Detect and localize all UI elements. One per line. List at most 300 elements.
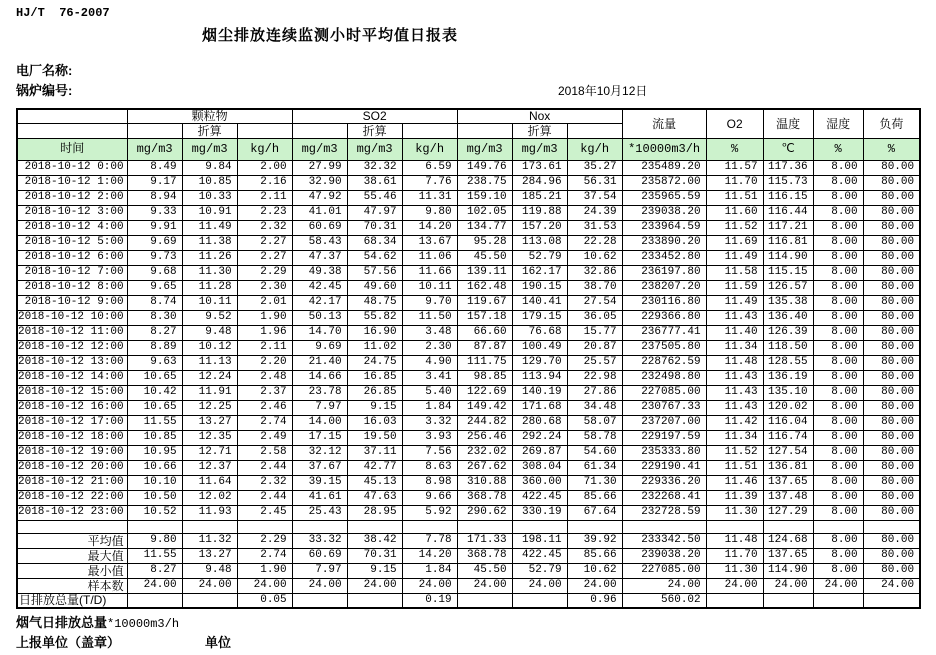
value-cell	[813, 593, 863, 608]
value-cell: 232268.41	[622, 490, 706, 505]
value-cell: 1.84	[402, 563, 457, 578]
table-row	[17, 325, 920, 340]
value-cell: 27.86	[567, 385, 622, 400]
value-cell: 11.51	[706, 460, 763, 475]
value-cell: 80.00	[863, 265, 920, 280]
value-cell: 149.76	[457, 160, 512, 175]
value-cell: 117.36	[763, 160, 813, 175]
report-title: 烟尘排放连续监测小时平均值日报表	[201, 27, 458, 44]
value-cell: 57.56	[347, 265, 402, 280]
empty-cell	[706, 520, 763, 533]
value-cell: 122.69	[457, 385, 512, 400]
value-cell: 422.45	[512, 490, 567, 505]
value-cell: 232728.59	[622, 505, 706, 520]
value-cell: 9.15	[347, 400, 402, 415]
value-cell: 39.92	[567, 533, 622, 548]
summary-label: 平均值	[17, 533, 127, 548]
value-cell: 560.02	[622, 593, 706, 608]
value-cell	[457, 593, 512, 608]
value-cell: 111.75	[457, 355, 512, 370]
value-cell: 2.74	[237, 415, 292, 430]
value-cell: 116.81	[763, 235, 813, 250]
value-cell: 136.81	[763, 460, 813, 475]
value-cell: 100.49	[512, 340, 567, 355]
value-cell: 11.60	[706, 205, 763, 220]
value-cell: 47.97	[347, 205, 402, 220]
value-cell: 8.94	[127, 190, 182, 205]
value-cell: 179.15	[512, 310, 567, 325]
table-row	[17, 295, 920, 310]
value-cell: 56.31	[567, 175, 622, 190]
so2-converted-header: 折算	[347, 123, 402, 138]
value-cell: 80.00	[863, 460, 920, 475]
value-cell: 9.69	[127, 235, 182, 250]
value-cell: 45.50	[457, 250, 512, 265]
empty-header-cell	[567, 123, 622, 138]
value-cell: 60.69	[292, 220, 347, 235]
value-cell: 24.00	[292, 578, 347, 593]
particulate-group-header: 颗粒物	[127, 109, 292, 123]
summary-label: 样本数	[17, 578, 127, 593]
value-cell: 11.46	[706, 475, 763, 490]
value-cell: 8.00	[813, 370, 863, 385]
value-cell: 11.34	[706, 430, 763, 445]
value-cell: 14.20	[402, 220, 457, 235]
value-cell: 8.00	[813, 250, 863, 265]
value-cell: 116.04	[763, 415, 813, 430]
corner-cell-top	[17, 109, 127, 123]
summary-row	[17, 593, 920, 608]
value-cell: 10.11	[402, 280, 457, 295]
value-cell: 0.05	[237, 593, 292, 608]
value-cell: 10.65	[127, 370, 182, 385]
value-cell: 70.31	[347, 220, 402, 235]
value-cell: 162.48	[457, 280, 512, 295]
value-cell: 24.00	[457, 578, 512, 593]
value-cell: 3.32	[402, 415, 457, 430]
value-cell: 8.63	[402, 460, 457, 475]
time-cell: 2018-10-12 22:00	[17, 490, 127, 505]
value-cell: 20.87	[567, 340, 622, 355]
value-cell: 11.51	[706, 190, 763, 205]
value-cell: 11.66	[402, 265, 457, 280]
value-cell: 6.59	[402, 160, 457, 175]
nox-group-header: Nox	[457, 109, 622, 123]
unit-label: 单位	[205, 635, 232, 650]
value-cell: 126.39	[763, 325, 813, 340]
value-cell: 115.73	[763, 175, 813, 190]
empty-header-cell	[292, 123, 347, 138]
value-cell: 10.85	[182, 175, 237, 190]
time-cell: 2018-10-12 5:00	[17, 235, 127, 250]
value-cell: 11.48	[706, 533, 763, 548]
value-cell: 42.77	[347, 460, 402, 475]
value-cell: 235872.00	[622, 175, 706, 190]
value-cell: 115.15	[763, 265, 813, 280]
value-cell: 2.46	[237, 400, 292, 415]
time-cell: 2018-10-12 3:00	[17, 205, 127, 220]
value-cell: 136.40	[763, 310, 813, 325]
value-cell: 80.00	[863, 385, 920, 400]
value-cell: 85.66	[567, 490, 622, 505]
value-cell: 80.00	[863, 548, 920, 563]
value-cell: 9.69	[292, 340, 347, 355]
value-cell: 8.00	[813, 430, 863, 445]
value-cell: 8.98	[402, 475, 457, 490]
value-cell: 11.30	[182, 265, 237, 280]
value-cell: 11.02	[347, 340, 402, 355]
time-cell: 2018-10-12 6:00	[17, 250, 127, 265]
value-cell: 8.27	[127, 563, 182, 578]
value-cell: 24.00	[182, 578, 237, 593]
value-cell: 24.00	[347, 578, 402, 593]
value-cell: 114.90	[763, 563, 813, 578]
plant-name-label: 电厂名称:	[16, 63, 73, 78]
value-cell: 11.26	[182, 250, 237, 265]
table-row	[17, 205, 920, 220]
time-cell: 2018-10-12 23:00	[17, 505, 127, 520]
empty-header-cell	[237, 123, 292, 138]
value-cell: 47.92	[292, 190, 347, 205]
value-cell: 233890.20	[622, 235, 706, 250]
empty-cell	[127, 520, 182, 533]
value-cell: 55.82	[347, 310, 402, 325]
value-cell: 0.19	[402, 593, 457, 608]
value-cell: 3.93	[402, 430, 457, 445]
value-cell: 11.50	[402, 310, 457, 325]
value-cell: 58.78	[567, 430, 622, 445]
value-cell: 2.58	[237, 445, 292, 460]
value-cell: 8.00	[813, 265, 863, 280]
table-row	[17, 310, 920, 325]
value-cell: 227085.00	[622, 563, 706, 578]
value-cell: 11.30	[706, 505, 763, 520]
value-cell: 14.00	[292, 415, 347, 430]
time-cell: 2018-10-12 10:00	[17, 310, 127, 325]
spacer-row	[17, 520, 920, 533]
value-cell: 15.77	[567, 325, 622, 340]
value-cell: 24.00	[512, 578, 567, 593]
value-cell: 239038.20	[622, 548, 706, 563]
value-cell: 1.90	[237, 563, 292, 578]
value-cell: 24.00	[567, 578, 622, 593]
value-cell: 8.00	[813, 295, 863, 310]
value-cell: 7.76	[402, 175, 457, 190]
value-cell: 36.05	[567, 310, 622, 325]
table-row	[17, 220, 920, 235]
value-cell: 11.70	[706, 175, 763, 190]
value-cell: 11.93	[182, 505, 237, 520]
value-cell: 80.00	[863, 235, 920, 250]
value-cell: 45.50	[457, 563, 512, 578]
value-cell: 10.62	[567, 250, 622, 265]
unit-cell: mg/m3	[292, 138, 347, 160]
value-cell: 113.08	[512, 235, 567, 250]
value-cell: 32.90	[292, 175, 347, 190]
value-cell: 9.48	[182, 563, 237, 578]
value-cell: 284.96	[512, 175, 567, 190]
value-cell: 229197.59	[622, 430, 706, 445]
value-cell: 25.43	[292, 505, 347, 520]
value-cell: 10.10	[127, 475, 182, 490]
value-cell: 229336.20	[622, 475, 706, 490]
value-cell: 228762.59	[622, 355, 706, 370]
value-cell: 80.00	[863, 533, 920, 548]
value-cell	[863, 593, 920, 608]
value-cell: 330.19	[512, 505, 567, 520]
value-cell: 32.32	[347, 160, 402, 175]
value-cell: 2.27	[237, 250, 292, 265]
value-cell: 140.19	[512, 385, 567, 400]
value-cell: 11.43	[706, 385, 763, 400]
value-cell: 238207.20	[622, 280, 706, 295]
value-cell: 2.74	[237, 548, 292, 563]
value-cell: 80.00	[863, 175, 920, 190]
value-cell: 47.37	[292, 250, 347, 265]
value-cell: 119.88	[512, 205, 567, 220]
value-cell: 127.54	[763, 445, 813, 460]
value-cell: 11.43	[706, 400, 763, 415]
value-cell: 2.16	[237, 175, 292, 190]
value-cell: 117.21	[763, 220, 813, 235]
value-cell: 67.64	[567, 505, 622, 520]
value-cell: 80.00	[863, 205, 920, 220]
value-cell: 12.71	[182, 445, 237, 460]
table-row	[17, 490, 920, 505]
value-cell: 16.90	[347, 325, 402, 340]
value-cell: 8.00	[813, 205, 863, 220]
value-cell: 54.62	[347, 250, 402, 265]
value-cell: 235489.20	[622, 160, 706, 175]
value-cell: 8.00	[813, 235, 863, 250]
value-cell: 38.70	[567, 280, 622, 295]
value-cell: 9.73	[127, 250, 182, 265]
time-cell: 2018-10-12 15:00	[17, 385, 127, 400]
value-cell: 11.40	[706, 325, 763, 340]
value-cell: 10.65	[127, 400, 182, 415]
value-cell: 116.44	[763, 205, 813, 220]
table-row	[17, 190, 920, 205]
value-cell: 52.79	[512, 250, 567, 265]
table-row	[17, 280, 920, 295]
empty-cell	[237, 520, 292, 533]
value-cell: 8.00	[813, 475, 863, 490]
value-cell	[127, 593, 182, 608]
value-cell: 11.57	[706, 160, 763, 175]
value-cell: 49.38	[292, 265, 347, 280]
flow-header: 流量	[622, 109, 706, 138]
empty-cell	[17, 520, 127, 533]
flue-gas-total-label: 烟气日排放总量	[16, 615, 108, 630]
value-cell: 235965.59	[622, 190, 706, 205]
value-cell: 11.70	[706, 548, 763, 563]
value-cell: 7.78	[402, 533, 457, 548]
value-cell: 16.03	[347, 415, 402, 430]
summary-row	[17, 578, 920, 593]
value-cell: 137.65	[763, 475, 813, 490]
table-body	[17, 160, 920, 608]
value-cell: 8.00	[813, 505, 863, 520]
value-cell: 2.11	[237, 340, 292, 355]
table-row	[17, 355, 920, 370]
humidity-header: 湿度	[813, 109, 863, 138]
value-cell: 119.67	[457, 295, 512, 310]
value-cell: 10.33	[182, 190, 237, 205]
value-cell: 11.43	[706, 310, 763, 325]
temperature-header: 温度	[763, 109, 813, 138]
value-cell: 102.05	[457, 205, 512, 220]
time-cell: 2018-10-12 0:00	[17, 160, 127, 175]
value-cell: 292.24	[512, 430, 567, 445]
value-cell: 37.54	[567, 190, 622, 205]
value-cell: 80.00	[863, 250, 920, 265]
value-cell: 229366.80	[622, 310, 706, 325]
value-cell: 9.80	[127, 533, 182, 548]
value-cell: 135.38	[763, 295, 813, 310]
value-cell: 80.00	[863, 370, 920, 385]
table-row	[17, 265, 920, 280]
value-cell: 124.68	[763, 533, 813, 548]
value-cell: 368.78	[457, 548, 512, 563]
value-cell: 230767.33	[622, 400, 706, 415]
value-cell: 52.79	[512, 563, 567, 578]
summary-row	[17, 563, 920, 578]
value-cell: 2.00	[237, 160, 292, 175]
value-cell: 116.74	[763, 430, 813, 445]
table-header	[17, 109, 920, 160]
value-cell: 34.48	[567, 400, 622, 415]
value-cell: 80.00	[863, 295, 920, 310]
value-cell: 11.64	[182, 475, 237, 490]
value-cell: 11.28	[182, 280, 237, 295]
value-cell: 171.68	[512, 400, 567, 415]
value-cell: 11.43	[706, 370, 763, 385]
value-cell: 32.86	[567, 265, 622, 280]
value-cell: 3.48	[402, 325, 457, 340]
value-cell: 8.00	[813, 325, 863, 340]
value-cell: 11.69	[706, 235, 763, 250]
value-cell: 10.95	[127, 445, 182, 460]
summary-label: 最小值	[17, 563, 127, 578]
empty-cell	[292, 520, 347, 533]
value-cell: 58.43	[292, 235, 347, 250]
table-row	[17, 250, 920, 265]
value-cell: 229190.41	[622, 460, 706, 475]
nox-converted-header: 折算	[512, 123, 567, 138]
value-cell: 8.00	[813, 400, 863, 415]
value-cell: 2.23	[237, 205, 292, 220]
value-cell: 236777.41	[622, 325, 706, 340]
value-cell: 47.63	[347, 490, 402, 505]
table-row	[17, 415, 920, 430]
value-cell: 9.15	[347, 563, 402, 578]
table-row	[17, 400, 920, 415]
value-cell: 11.48	[706, 355, 763, 370]
value-cell: 236197.80	[622, 265, 706, 280]
value-cell: 80.00	[863, 280, 920, 295]
table-row	[17, 505, 920, 520]
summary-row	[17, 548, 920, 563]
value-cell: 11.52	[706, 220, 763, 235]
table-row	[17, 385, 920, 400]
value-cell: 127.29	[763, 505, 813, 520]
value-cell: 25.57	[567, 355, 622, 370]
value-cell: 45.13	[347, 475, 402, 490]
value-cell: 232.02	[457, 445, 512, 460]
value-cell: 422.45	[512, 548, 567, 563]
time-cell: 2018-10-12 21:00	[17, 475, 127, 490]
time-cell: 2018-10-12 13:00	[17, 355, 127, 370]
empty-cell	[182, 520, 237, 533]
empty-cell	[863, 520, 920, 533]
value-cell	[292, 593, 347, 608]
value-cell: 71.30	[567, 475, 622, 490]
value-cell: 7.97	[292, 400, 347, 415]
value-cell: 11.49	[706, 295, 763, 310]
value-cell: 85.66	[567, 548, 622, 563]
value-cell: 9.70	[402, 295, 457, 310]
value-cell: 17.15	[292, 430, 347, 445]
value-cell: 238.75	[457, 175, 512, 190]
table-row	[17, 430, 920, 445]
value-cell: 54.60	[567, 445, 622, 460]
value-cell: 11.91	[182, 385, 237, 400]
value-cell: 49.60	[347, 280, 402, 295]
value-cell: 114.90	[763, 250, 813, 265]
time-cell: 2018-10-12 17:00	[17, 415, 127, 430]
empty-cell	[402, 520, 457, 533]
value-cell: 137.48	[763, 490, 813, 505]
unit-cell: mg/m3	[347, 138, 402, 160]
reporting-unit-label: 上报单位（盖章）	[16, 635, 121, 650]
value-cell: 8.30	[127, 310, 182, 325]
value-cell: 11.55	[127, 415, 182, 430]
time-cell: 2018-10-12 14:00	[17, 370, 127, 385]
value-cell: 233452.80	[622, 250, 706, 265]
value-cell: 157.20	[512, 220, 567, 235]
value-cell: 173.61	[512, 160, 567, 175]
value-cell: 8.00	[813, 355, 863, 370]
value-cell: 76.68	[512, 325, 567, 340]
value-cell: 8.00	[813, 190, 863, 205]
empty-cell	[763, 520, 813, 533]
value-cell: 230116.80	[622, 295, 706, 310]
value-cell: 8.00	[813, 220, 863, 235]
value-cell: 32.12	[292, 445, 347, 460]
value-cell: 14.70	[292, 325, 347, 340]
summary-label: 最大值	[17, 548, 127, 563]
value-cell: 33.32	[292, 533, 347, 548]
value-cell	[347, 593, 402, 608]
value-cell: 0.96	[567, 593, 622, 608]
load-header: 负荷	[863, 109, 920, 138]
value-cell: 2.32	[237, 475, 292, 490]
value-cell: 244.82	[457, 415, 512, 430]
value-cell: 11.06	[402, 250, 457, 265]
units-header-row	[17, 138, 920, 160]
unit-cell: *10000m3/h	[622, 138, 706, 160]
unit-cell: kg/h	[402, 138, 457, 160]
time-cell: 2018-10-12 4:00	[17, 220, 127, 235]
value-cell: 24.00	[813, 578, 863, 593]
value-cell: 80.00	[863, 445, 920, 460]
value-cell: 1.84	[402, 400, 457, 415]
value-cell: 41.61	[292, 490, 347, 505]
value-cell: 227085.00	[622, 385, 706, 400]
value-cell: 24.00	[127, 578, 182, 593]
value-cell: 24.39	[567, 205, 622, 220]
value-cell: 8.00	[813, 415, 863, 430]
